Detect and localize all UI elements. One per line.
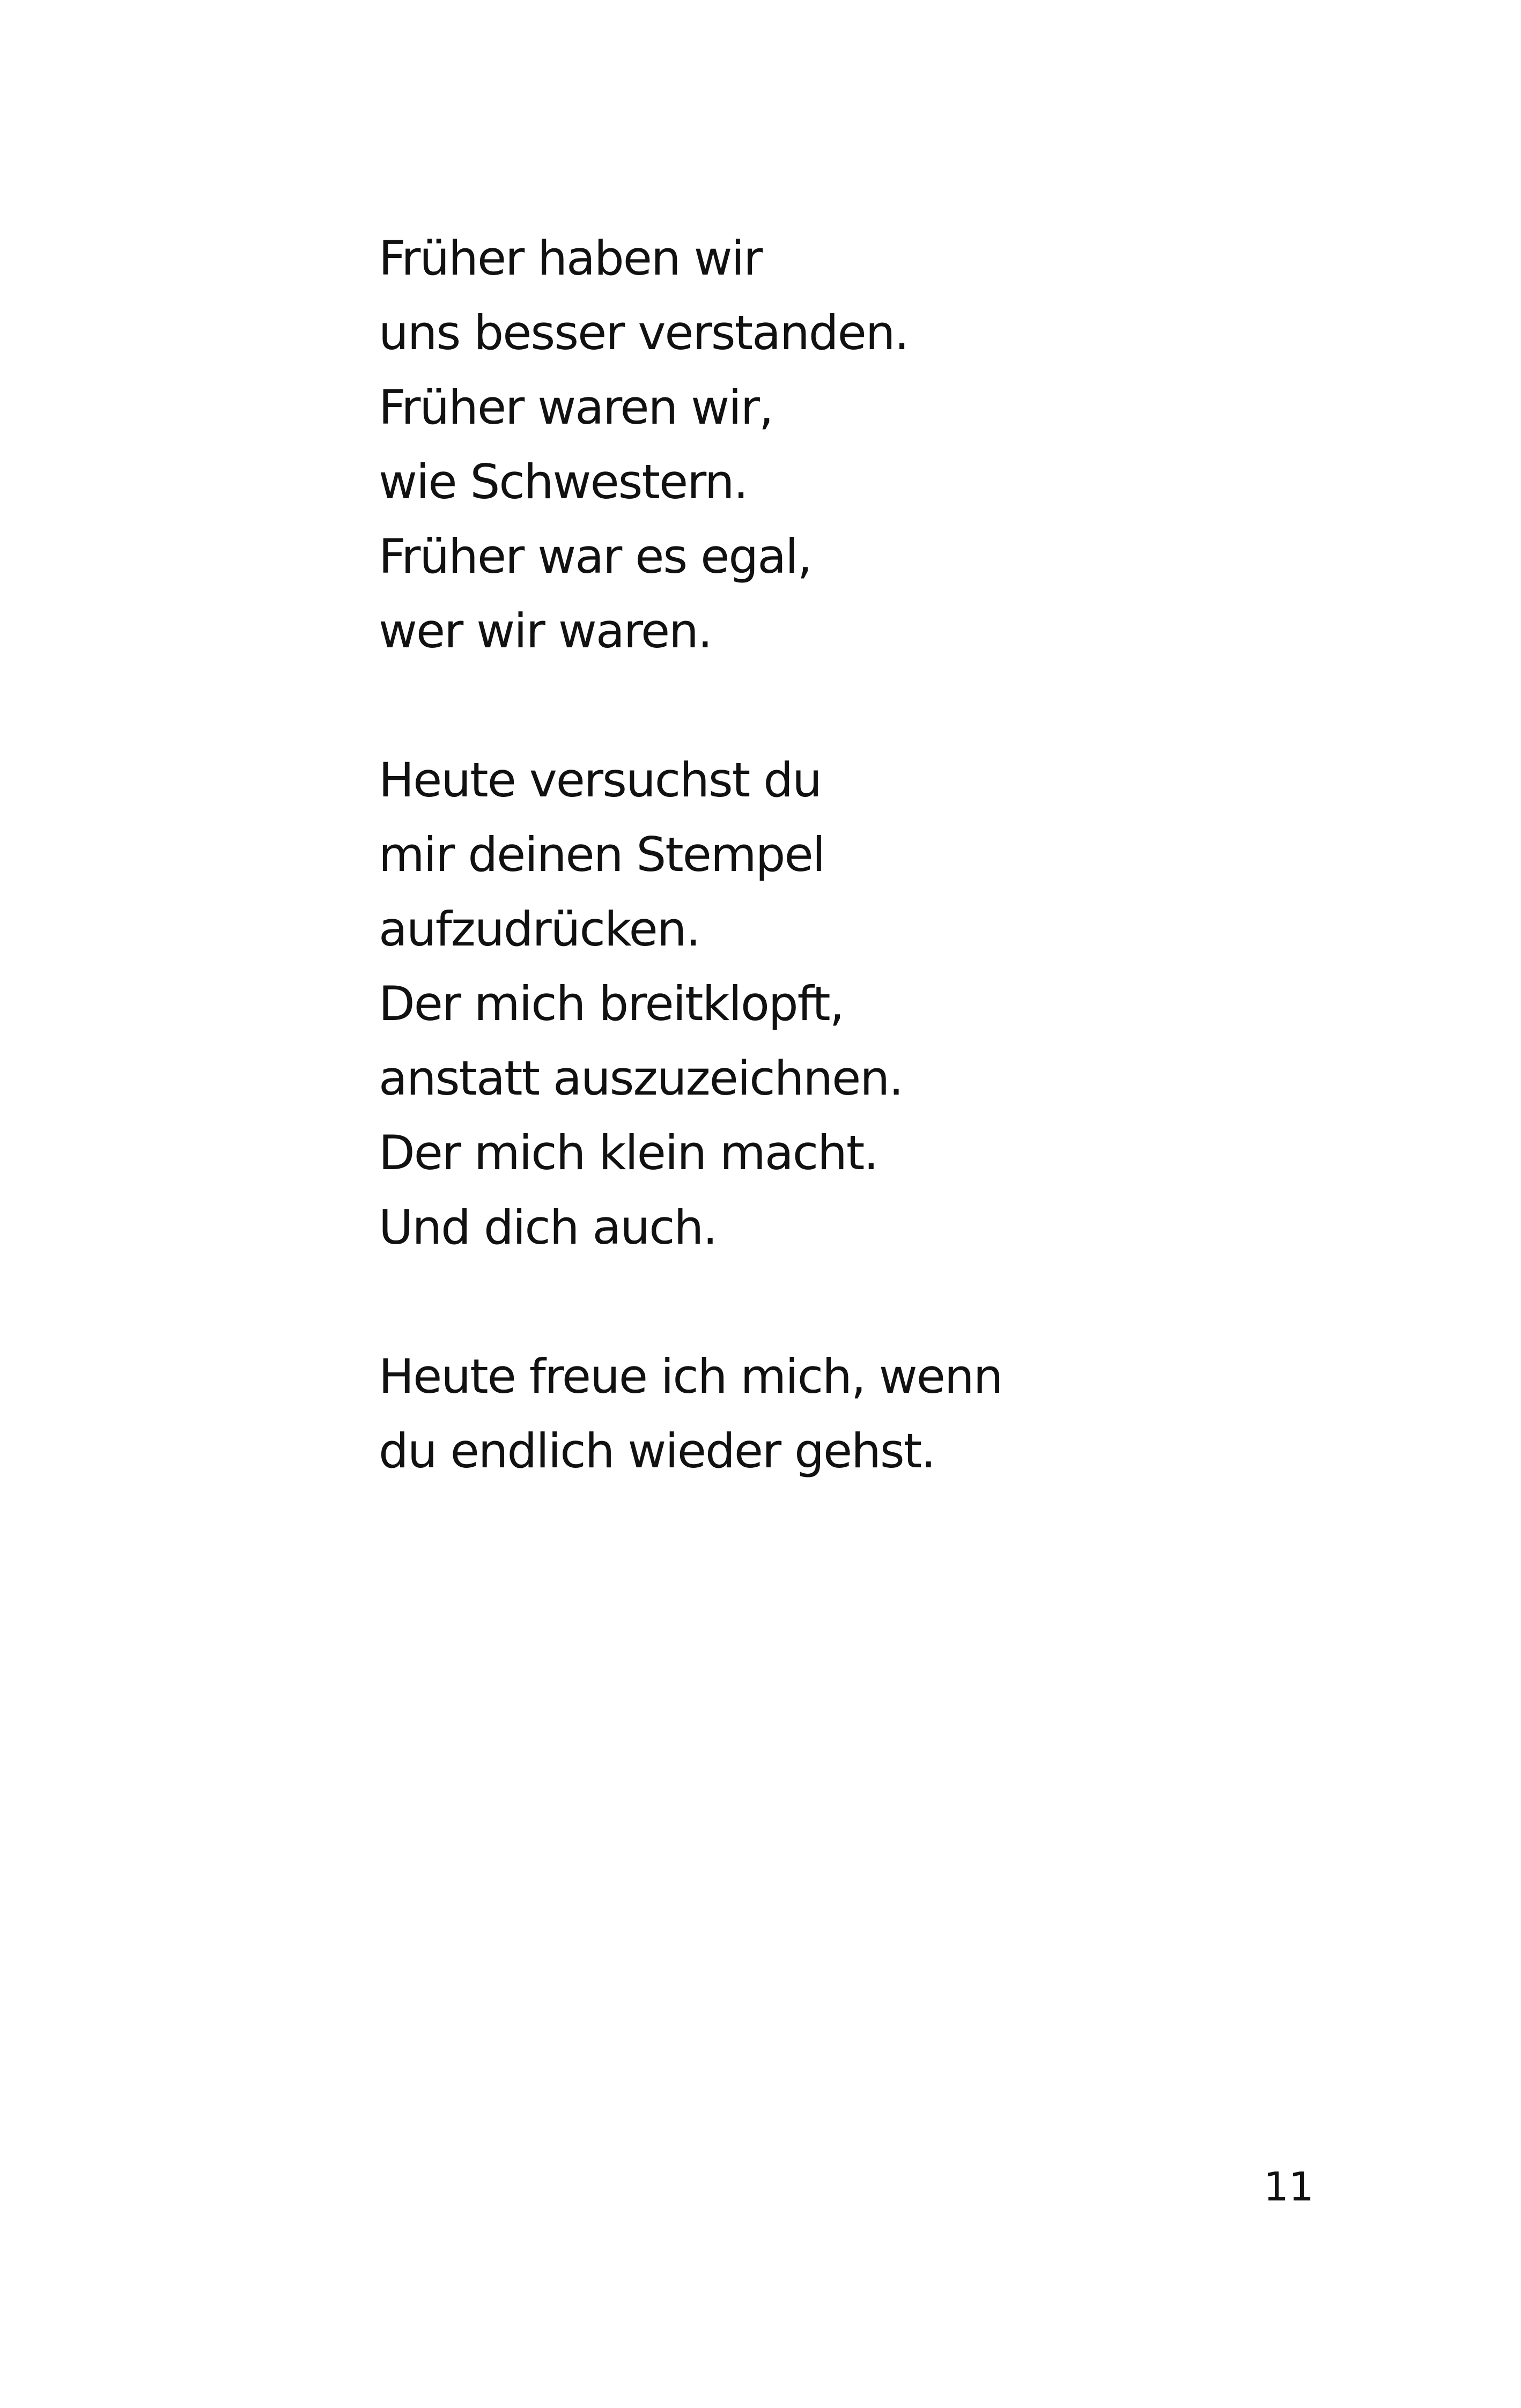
poem-line: Der mich breitklopft, bbox=[379, 976, 844, 1031]
poem-line: Der mich klein macht. bbox=[379, 1125, 878, 1180]
poem-line: Heute versuchst du bbox=[379, 752, 821, 808]
poem-line: anstatt auszuzeichnen. bbox=[379, 1051, 903, 1106]
poem-line: du endlich wieder gehst. bbox=[379, 1423, 935, 1479]
poem-line: wie Schwestern. bbox=[379, 454, 748, 509]
page-number: 11 bbox=[1263, 2164, 1314, 2210]
poem-line: Früher haben wir bbox=[379, 231, 762, 286]
stanza-1 bbox=[379, 221, 1344, 668]
poem-line: Heute freue ich mich, wenn bbox=[379, 1349, 1002, 1404]
poem-line: uns besser verstanden. bbox=[379, 305, 909, 360]
poem-line: mir deinen Stempel bbox=[379, 827, 825, 882]
stanza-3 bbox=[379, 1339, 1344, 1488]
poem-line: Früher waren wir, bbox=[379, 380, 773, 435]
stanza-2 bbox=[379, 743, 1344, 1265]
poem-line: wer wir waren. bbox=[379, 603, 712, 659]
poem-line: aufzudrücken. bbox=[379, 902, 700, 957]
poem-line: Früher war es egal, bbox=[379, 529, 811, 584]
poem-line: Und dich auch. bbox=[379, 1200, 717, 1255]
poem bbox=[379, 221, 1344, 1563]
